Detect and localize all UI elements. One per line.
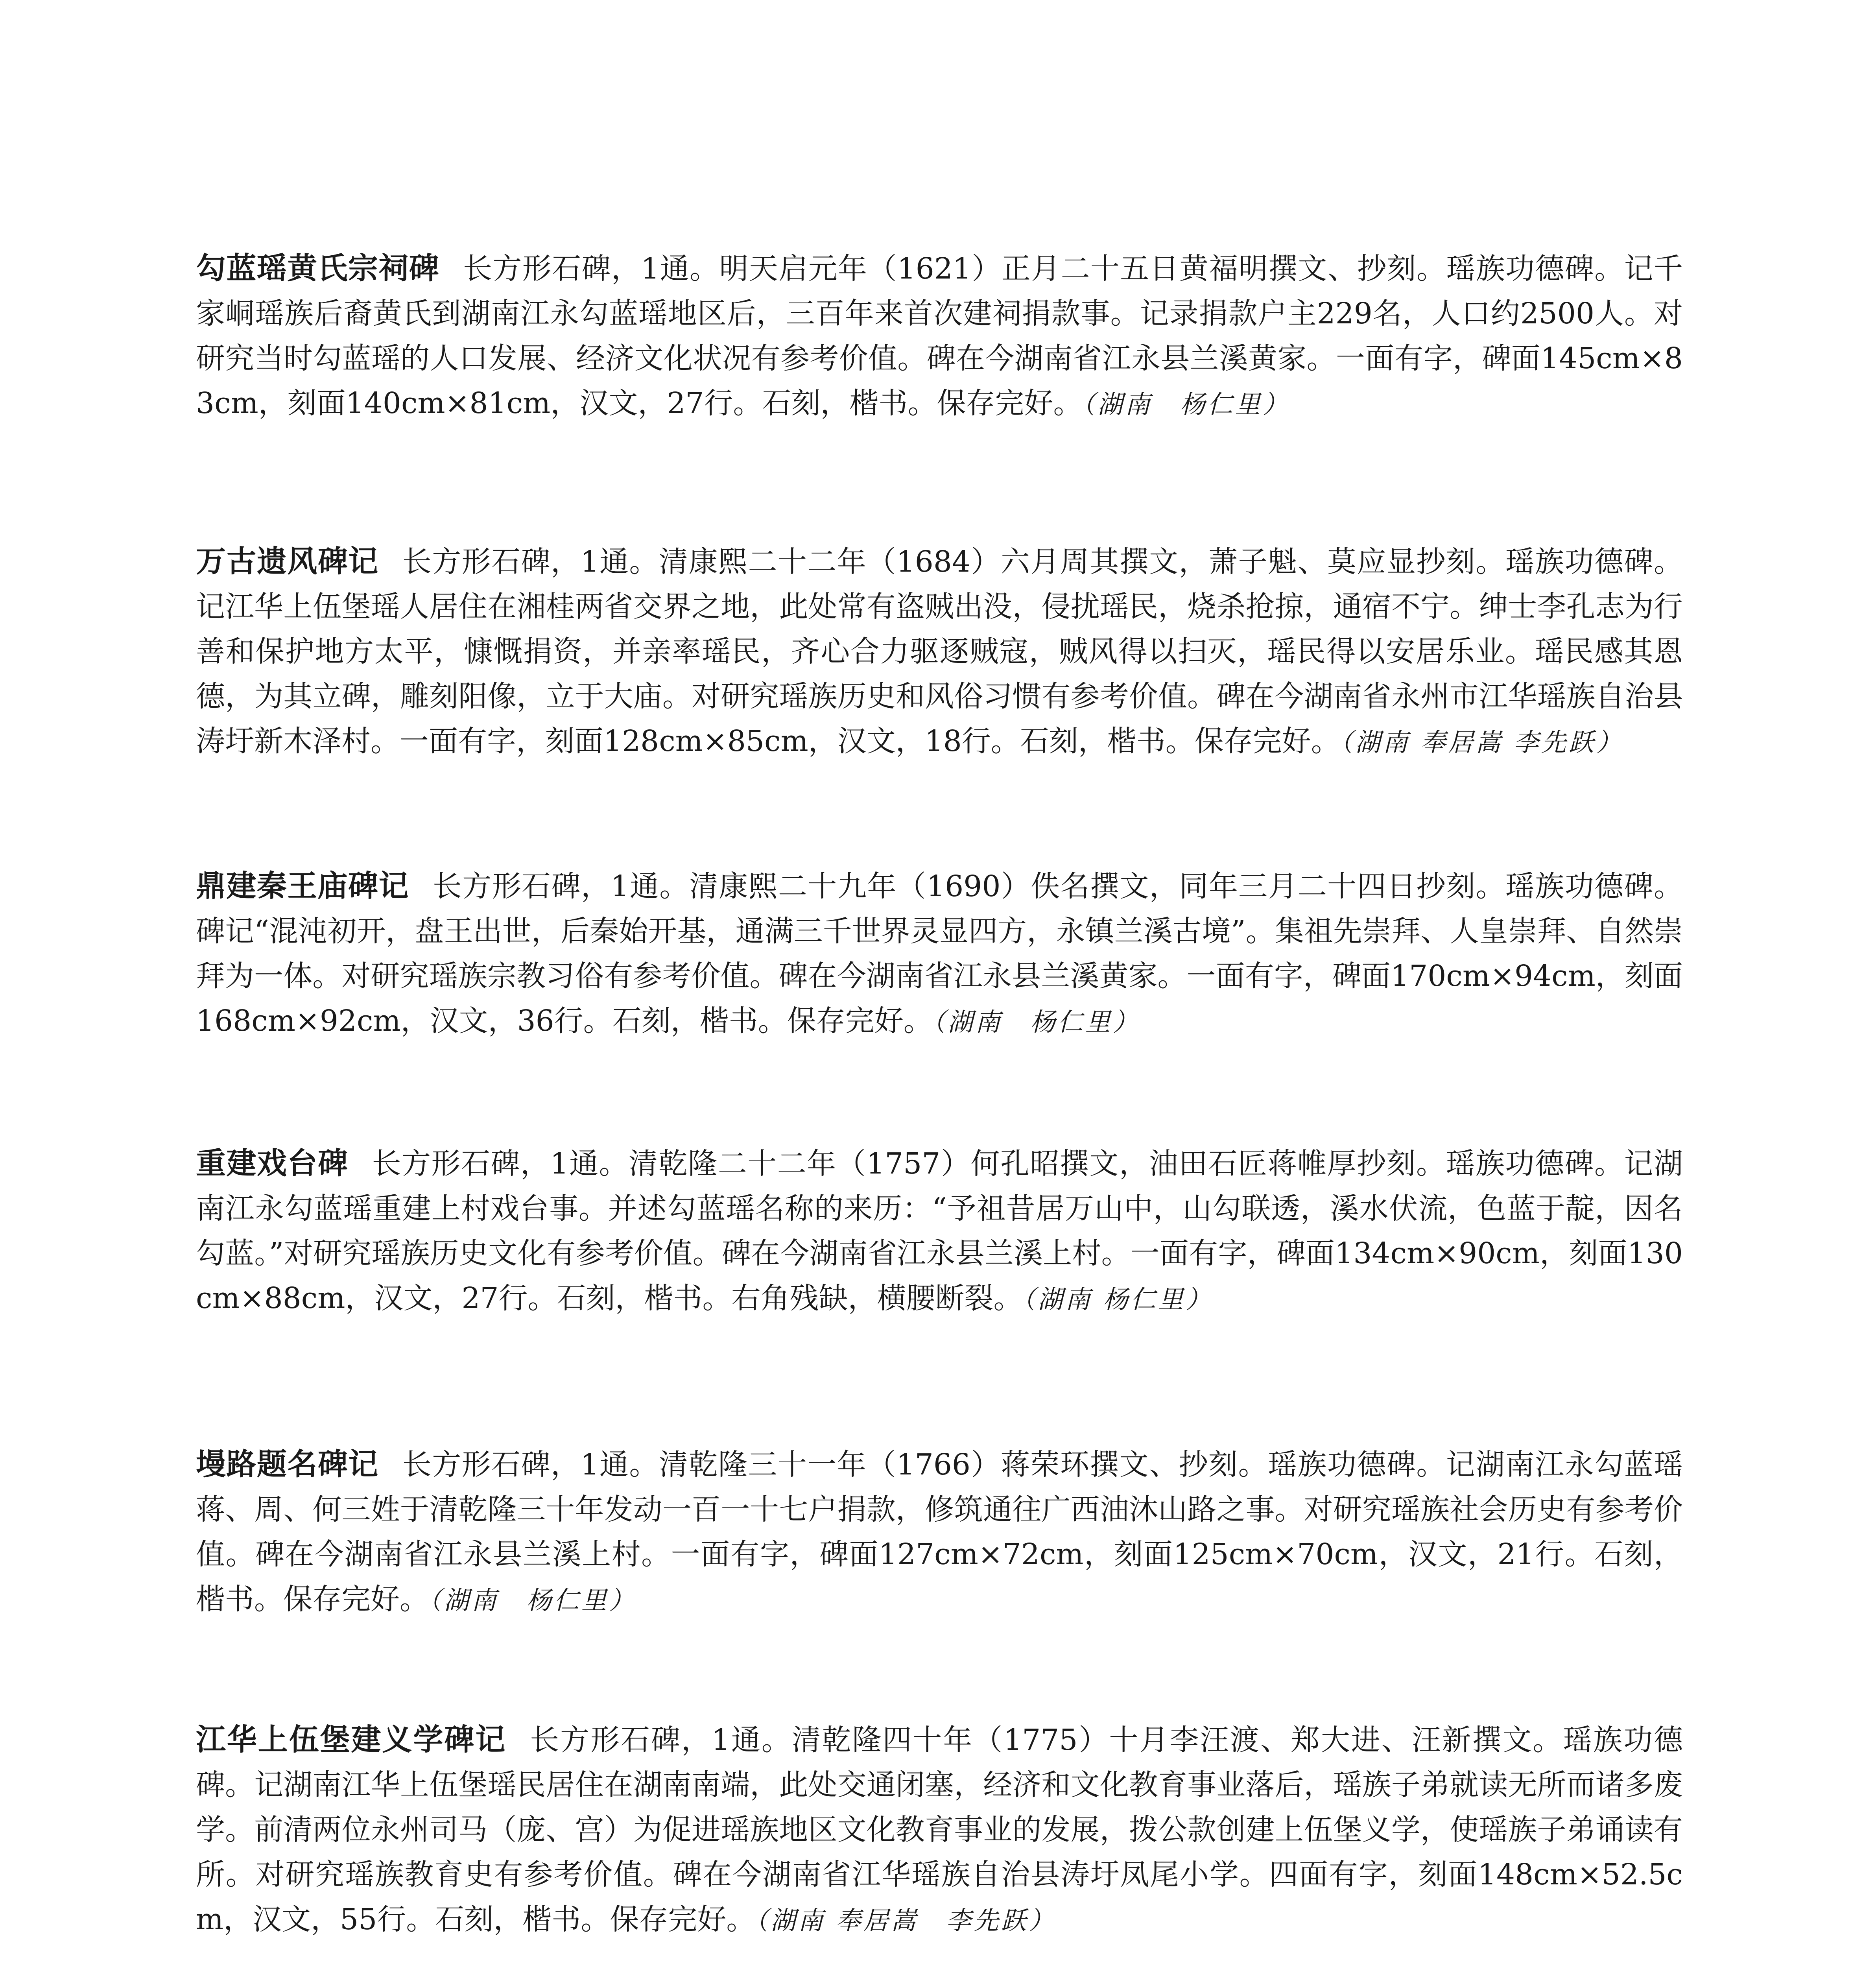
entry-body: 长方形石碑，1通。清乾隆二十二年（1757）何孔昭撰文，油田石匠蒋帷厚抄刻。瑶族功德碑。记湖南江永勾蓝瑶重建上村戏台事。并述勾蓝瑶名称的来历：“予祖昔居万山中，山勾联透，溪水伏流，色蓝于靛，因名勾蓝。”对研究瑶族历史文化有参考价值。碑在今湖南省江永县兰溪上村。一面有字，碑面134cm×90cm，刻面130cm×88cm，汉文，27行。石刻，楷书。右角残缺，横腰断裂。 bbox=[196, 1147, 1683, 1315]
entry-body: 长方形石碑，1通。清乾隆三十一年（1766）蒋荣环撰文、抄刻。瑶族功德碑。记湖南江永勾蓝瑶蒋、周、何三姓于清乾隆三十年发动一百一十七户捐款，修筑通往广西油沐山路之事。对研究瑶族社会历史有参考价值。碑在今湖南省江永县兰溪上村。一面有字，碑面127cm×72cm，刻面125cm×70cm，汉文，21行。石刻，楷书。保存完好。 bbox=[196, 1448, 1683, 1616]
entry-credit: （湖南 杨仁里） bbox=[429, 1586, 636, 1615]
entry-credit: （湖南 杨仁里） bbox=[932, 1008, 1140, 1037]
entry-credit: （湖南 杨仁里） bbox=[1082, 390, 1290, 419]
entry-2 bbox=[196, 539, 1683, 765]
entry-title: 墁路题名碑记 bbox=[196, 1447, 379, 1482]
entry-credit: （湖南 杨仁里） bbox=[1022, 1285, 1213, 1314]
entry-body: 长方形石碑，1通。清康熙二十九年（1690）佚名撰文，同年三月二十四日抄刻。瑶族功德碑。碑记“混沌初开，盘王出世，后秦始开基，通满三千世界灵显四方，永镇兰溪古境”。集祖先崇拜、人皇崇拜、自然崇拜为一体。对研究瑶族宗教习俗有参考价值。碑在今湖南省江永县兰溪黄家。一面有字，碑面170cm×94cm，刻面168cm×92cm，汉文，36行。石刻，楷书。保存完好。 bbox=[196, 869, 1683, 1038]
entry-4 bbox=[196, 1141, 1683, 1322]
entry-3 bbox=[196, 864, 1683, 1045]
entry-body: 长方形石碑，1通。清康熙二十二年（1684）六月周其撰文，萧子魁、莫应显抄刻。瑶族功德碑。记江华上伍堡瑶人居住在湘桂两省交界之地，此处常有盗贼出没，侵扰瑶民，烧杀抢掠，通宿不宁。绅士李孔志为行善和保护地方太平，慷慨捐资，并亲率瑶民，齐心合力驱逐贼寇，贼风得以扫灭，瑶民得以安居乐业。瑶民感其恩德，为其立碑，雕刻阳像，立于大庙。对研究瑶族历史和风俗习惯有参考价值。碑在今湖南省永州市江华瑶族自治县涛圩新木泽村。一面有字，刻面128cm×85cm，汉文，18行。石刻，楷书。保存完好。 bbox=[196, 545, 1683, 758]
entry-body: 长方形石碑，1通。清乾隆四十年（1775）十月李汪渡、郑大进、汪新撰文。瑶族功德碑。记湖南江华上伍堡瑶民居住在湖南南端，此处交通闭塞，经济和文化教育事业落后，瑶族子弟就读无所而诸多废学。前清两位永州司马（庞、宫）为促进瑶族地区文化教育事业的发展，拨公款创建上伍堡义学，使瑶族子弟诵读有所。对研究瑶族教育史有参考价值。碑在今湖南省江华瑶族自治县涛圩凤尾小学。四面有字，刻面148cm×52.5cm，汉文，55行。石刻，楷书。保存完好。 bbox=[196, 1723, 1683, 1936]
entry-1 bbox=[196, 246, 1683, 427]
entry-title: 勾蓝瑶黄氏宗祠碑 bbox=[196, 251, 439, 286]
entry-5 bbox=[196, 1442, 1683, 1623]
entry-credit: （湖南 奉居嵩 李先跃） bbox=[1340, 728, 1624, 757]
entry-6 bbox=[196, 1717, 1683, 1943]
entry-title: 万古遗风碑记 bbox=[196, 544, 379, 579]
entry-title: 重建戏台碑 bbox=[196, 1146, 349, 1181]
entry-title: 鼎建秦王庙碑记 bbox=[196, 868, 409, 903]
entry-title: 江华上伍堡建义学碑记 bbox=[196, 1722, 507, 1757]
entry-body: 长方形石碑，1通。明天启元年（1621）正月二十五日黄福明撰文、抄刻。瑶族功德碑。记千家峒瑶族后裔黄氏到湖南江永勾蓝瑶地区后，三百年来首次建祠捐款事。记录捐款户主229名，人口约2500人。对研究当时勾蓝瑶的人口发展、经济文化状况有参考价值。碑在今湖南省江永县兰溪黄家。一面有字，碑面145cm×83cm，刻面140cm×81cm，汉文，27行。石刻，楷书。保存完好。 bbox=[196, 252, 1683, 420]
entry-credit: （湖南 奉居嵩 李先跃） bbox=[755, 1906, 1056, 1936]
